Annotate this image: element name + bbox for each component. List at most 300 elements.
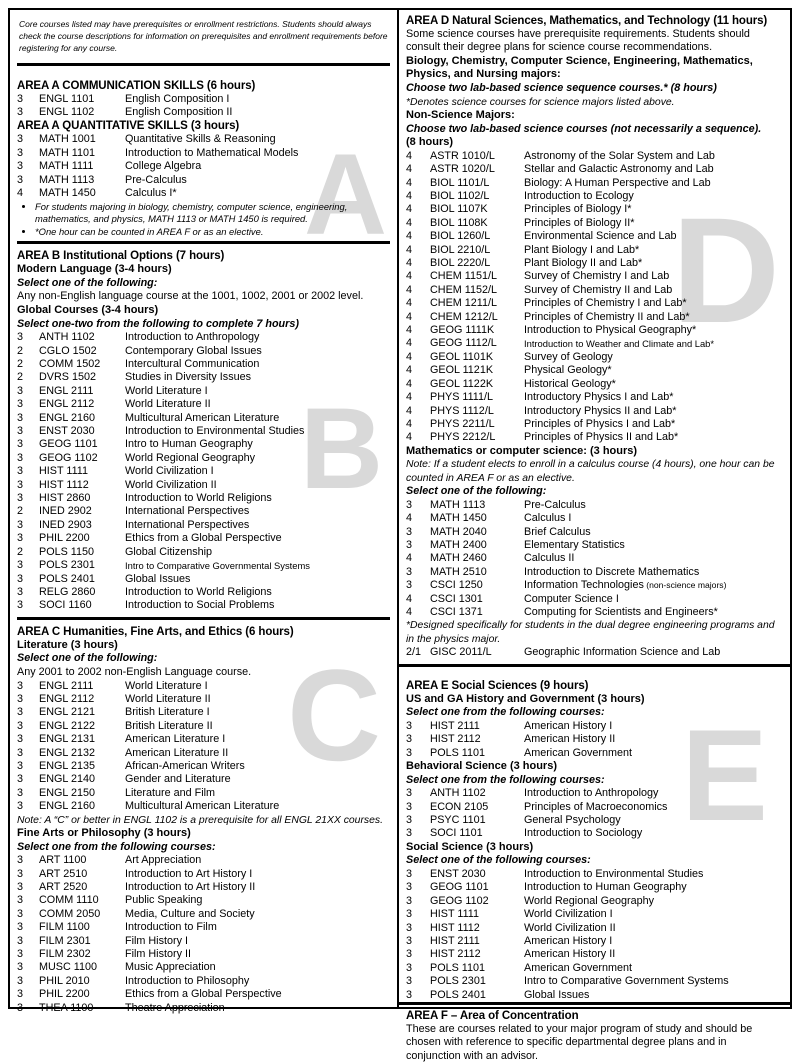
- course-code: HIST 2111: [430, 719, 480, 732]
- course-row: [406, 975, 783, 988]
- course-code: POLS 1101: [430, 746, 486, 759]
- course-hours: 3: [17, 106, 24, 119]
- course-hours: 3: [17, 559, 24, 572]
- course-hours: 4: [406, 592, 413, 605]
- course-title: American History I: [524, 935, 613, 948]
- course-row: [406, 203, 783, 216]
- course-title: British Literature II: [125, 719, 213, 732]
- intro-note: Core courses listed may have prerequisites or enrollment restrictions. Students should always check the course descriptions for information on prerequisites and enrollment requirements before registering for any course.: [19, 19, 388, 54]
- area-e-usga-course-list: [406, 720, 783, 760]
- course-title: World Literature II: [125, 692, 211, 705]
- area-d-intro: Some science courses have prerequisite requirements. Students should consult their degree plans for science course recommendations.: [406, 28, 750, 54]
- course-title: Art Appreciation: [125, 854, 202, 867]
- course-title: Introduction to Art History II: [125, 880, 256, 893]
- course-row: [406, 552, 783, 565]
- course-row: [17, 398, 390, 411]
- course-row: [406, 499, 783, 512]
- course-hours: 3: [17, 934, 24, 947]
- divider-rule-1: [17, 63, 390, 66]
- course-code: ENGL 2122: [39, 719, 96, 732]
- course-row: [406, 593, 783, 606]
- course-hours: 4: [406, 350, 413, 363]
- course-title: Global Citizenship: [125, 545, 213, 558]
- course-title: Introduction to Ecology: [524, 190, 634, 202]
- area-a-bullet: • For students majoring in biology, chemistry, computer science, engineering, mathematics, and physics, MATH 1113 or MATH 1450 is required.: [35, 201, 390, 224]
- course-title-suffix: (non-science majors): [643, 580, 727, 591]
- course-hours: 3: [17, 451, 24, 464]
- course-row: [17, 532, 390, 545]
- section-area-a: [17, 79, 390, 238]
- area-b-heading: AREA B Institutional Options (7 hours): [17, 250, 225, 263]
- course-row: [17, 452, 390, 465]
- course-code: BIOL 1102/L: [430, 190, 490, 202]
- course-code: GEOL 1101K: [430, 350, 494, 363]
- course-hours: 3: [406, 921, 413, 934]
- course-code: PHYS 2211/L: [430, 417, 495, 430]
- course-code: MATH 1101: [39, 146, 96, 159]
- course-code: ASTR 1010/L: [430, 149, 495, 162]
- course-hours: 3: [17, 988, 24, 1001]
- course-row: [406, 962, 783, 975]
- course-row: [406, 881, 783, 894]
- course-code: ENGL 2150: [39, 786, 96, 799]
- course-hours: 3: [406, 975, 413, 988]
- course-row: [406, 895, 783, 908]
- course-hours: 3: [406, 961, 413, 974]
- course-code: GEOL 1121K: [430, 364, 494, 377]
- course-row: [17, 345, 390, 358]
- course-title: Survey of Chemistry II and Lab: [524, 283, 673, 296]
- course-hours: 3: [406, 881, 413, 894]
- course-hours: 3: [17, 907, 24, 920]
- area-d-science-majors-heading: Biology, Chemistry, Computer Science, Engineering, Mathematics, Physics, and Nursing majors:: [406, 54, 753, 81]
- course-row: [406, 512, 783, 525]
- course-row: [17, 133, 390, 146]
- course-hours: 3: [17, 411, 24, 424]
- course-title: Survey of Geology: [524, 350, 613, 363]
- course-hours: 3: [17, 398, 24, 411]
- course-row: [17, 921, 390, 934]
- course-hours: 4: [17, 187, 24, 200]
- course-hours: 4: [406, 512, 413, 525]
- course-hours: 3: [17, 692, 24, 705]
- course-hours: 3: [17, 384, 24, 397]
- course-hours: 3: [17, 880, 24, 893]
- course-row-gisc: [406, 646, 783, 659]
- course-code: MATH 2460: [430, 552, 487, 565]
- course-hours: 3: [17, 894, 24, 907]
- course-row: [17, 425, 390, 438]
- course-title: Film History II: [125, 948, 191, 961]
- course-code: CHEM 1151/L: [430, 270, 498, 283]
- course-hours: 3: [17, 331, 24, 344]
- course-code: POLS 1150: [39, 545, 95, 558]
- area-a-quant-course-list: [17, 133, 390, 200]
- course-hours: 3: [17, 173, 24, 186]
- area-a-comm-course-list: [17, 93, 390, 120]
- area-e-usga-heading: US and GA History and Government (3 hours): [406, 692, 645, 705]
- course-code: ENGL 2111: [39, 384, 94, 397]
- watermark-letter-c: C: [287, 642, 381, 788]
- course-code: GISC 2011/L: [430, 646, 492, 659]
- course-row: [17, 465, 390, 478]
- course-row: [406, 270, 783, 283]
- course-code: GEOG 1101: [430, 881, 489, 894]
- course-title: General Psychology: [524, 814, 621, 826]
- course-code: HIST 1112: [39, 478, 89, 491]
- course-row: [406, 284, 783, 297]
- course-hours: 4: [406, 605, 413, 618]
- course-row: [17, 93, 390, 106]
- course-code: RELG 2860: [39, 585, 96, 598]
- course-row: [406, 150, 783, 163]
- course-hours: 3: [17, 746, 24, 759]
- course-hours: 3: [406, 827, 413, 840]
- course-row: [17, 948, 390, 961]
- course-title: Introduction to Anthropology: [125, 331, 260, 344]
- course-title: Plant Biology I and Lab*: [524, 243, 640, 256]
- course-title: Biology: A Human Perspective and Lab: [524, 176, 711, 189]
- course-title: Introduction to Film: [125, 921, 217, 934]
- course-title: Contemporary Global Issues: [125, 344, 262, 357]
- course-row: [406, 378, 783, 391]
- course-code: PHYS 1112/L: [430, 404, 494, 417]
- course-title: Introduction to World Religions: [125, 585, 272, 598]
- course-hours: 3: [17, 706, 24, 719]
- course-code: HIST 2112: [430, 948, 481, 961]
- course-hours: 3: [406, 908, 413, 921]
- course-code: SOCI 1160: [39, 599, 92, 612]
- divider-rule-3: [17, 617, 390, 620]
- section-area-b: [17, 249, 390, 613]
- course-title: Principles of Macroeconomics: [524, 800, 668, 813]
- section-area-d: [399, 10, 790, 667]
- course-title: Introduction to Anthropology: [524, 787, 659, 800]
- course-title: British Literature I: [125, 706, 210, 719]
- course-title: Introduction to Discrete Mathematics: [524, 565, 700, 578]
- course-row: [17, 894, 390, 907]
- course-row: [406, 163, 783, 176]
- course-row: [17, 412, 390, 425]
- course-hours: 3: [406, 538, 413, 551]
- course-title: Introduction to Environmental Studies: [524, 868, 704, 880]
- area-e-heading: AREA E Social Sciences (9 hours): [406, 679, 589, 692]
- course-row: [406, 526, 783, 539]
- course-row: [17, 1002, 390, 1015]
- course-code: PHIL 2010: [39, 974, 90, 987]
- course-title: Introduction to Mathematical Models: [125, 146, 299, 159]
- course-row: [17, 385, 390, 398]
- course-hours: 3: [406, 525, 413, 538]
- course-code: THEA 1100: [39, 1001, 94, 1014]
- course-code: MATH 2040: [430, 525, 487, 538]
- course-hours: 3: [17, 733, 24, 746]
- course-code: MATH 1450: [430, 512, 487, 525]
- course-hours: 4: [406, 404, 413, 417]
- course-row: [17, 773, 390, 786]
- course-code: ENGL 2112: [39, 398, 95, 411]
- right-column: [399, 10, 790, 1062]
- course-title: Introduction to Human Geography: [524, 881, 687, 894]
- area-f-heading: AREA F – Area of Concentration: [406, 1010, 579, 1023]
- course-row: [406, 297, 783, 310]
- course-code: COMM 1110: [39, 894, 99, 907]
- watermark-letter-e: E: [681, 702, 768, 848]
- course-row: [406, 217, 783, 230]
- course-code: POLS 2401: [430, 988, 486, 1001]
- course-hours: 4: [406, 377, 413, 390]
- course-code: GEOG 1112/L: [430, 337, 497, 350]
- course-hours: 3: [17, 599, 24, 612]
- course-row: [406, 989, 783, 1002]
- course-row: [406, 801, 783, 814]
- course-hours: 2: [17, 505, 24, 518]
- course-code: CHEM 1152/L: [430, 283, 498, 296]
- course-title: Calculus I: [524, 512, 572, 525]
- course-row: [17, 106, 390, 119]
- course-code: GEOG 1102: [430, 894, 489, 907]
- course-title: African-American Writers: [125, 759, 245, 772]
- course-title: Public Speaking: [125, 894, 203, 907]
- course-code: ENGL 1102: [39, 106, 95, 119]
- course-hours: 4: [406, 391, 413, 404]
- course-row: [406, 922, 783, 935]
- course-code: PSYC 1101: [430, 814, 486, 826]
- area-e-behavioral-course-list: [406, 787, 783, 841]
- course-title: Intercultural Communication: [125, 358, 260, 371]
- course-hours: 3: [406, 948, 413, 961]
- course-hours: 3: [17, 679, 24, 692]
- course-row: [17, 371, 390, 384]
- course-row: [406, 244, 783, 257]
- course-row: [406, 814, 783, 827]
- course-title: International Perspectives: [125, 518, 250, 531]
- course-title: Physical Geology*: [524, 364, 612, 377]
- course-row: [17, 787, 390, 800]
- course-title: Ethics from a Global Perspective: [125, 532, 282, 545]
- course-row: [406, 431, 783, 444]
- course-row: [17, 147, 390, 160]
- course-hours: 3: [406, 894, 413, 907]
- course-hours: 3: [17, 146, 24, 159]
- course-code: GEOG 1102: [39, 451, 98, 464]
- course-row: [17, 881, 390, 894]
- course-code: MATH 1001: [39, 133, 96, 146]
- course-hours: 3: [406, 565, 413, 578]
- course-title: Plant Biology II and Lab*: [524, 257, 643, 270]
- course-hours: 3: [406, 733, 413, 746]
- course-title: American Literature I: [125, 733, 226, 746]
- course-title: Historical Geology*: [524, 377, 616, 390]
- area-a-comm-heading: AREA A COMMUNICATION SKILLS (6 hours): [17, 79, 256, 92]
- watermark-letter-d: D: [671, 186, 780, 354]
- course-row: [17, 187, 390, 200]
- course-row: [406, 337, 783, 350]
- course-row: [17, 935, 390, 948]
- area-b-global-heading: Global Courses (3-4 hours): [17, 304, 159, 317]
- area-a-bullet: • *One hour can be counted in AREA F or as an elective.: [35, 226, 390, 238]
- course-hours: 4: [406, 230, 413, 243]
- course-title: Brief Calculus: [524, 525, 591, 538]
- course-title: Survey of Chemistry I and Lab: [524, 270, 670, 283]
- course-row: [17, 961, 390, 974]
- course-hours: 3: [17, 786, 24, 799]
- course-hours: 4: [406, 163, 413, 176]
- course-row: [17, 160, 390, 173]
- course-title: Global Issues: [524, 988, 590, 1001]
- course-row: [17, 492, 390, 505]
- course-code: ART 2510: [39, 867, 88, 880]
- course-code: INED 2903: [39, 518, 92, 531]
- course-row: [406, 908, 783, 921]
- area-c-literature-select: Select one of the following:: [17, 652, 158, 665]
- course-code: ENST 2030: [430, 868, 486, 880]
- course-code: BIOL 1101/L: [430, 176, 490, 189]
- course-title: Computing for Scientists and Engineers*: [524, 605, 718, 618]
- course-code: GEOL 1122K: [430, 377, 494, 390]
- course-row: [17, 599, 390, 612]
- course-row: [17, 988, 390, 1001]
- course-hours: 4: [406, 203, 413, 216]
- area-e-social-select: Select one of the following courses:: [406, 854, 591, 867]
- section-area-e: [399, 667, 790, 1005]
- course-hours: 3: [406, 814, 413, 826]
- course-hours: 3: [17, 974, 24, 987]
- course-row: [17, 868, 390, 881]
- course-hours: 4: [406, 190, 413, 202]
- course-code: PHYS 2212/L: [430, 431, 496, 444]
- course-hours: 3: [17, 532, 24, 545]
- course-hours: 4: [406, 324, 413, 337]
- area-c-fine-arts-select: Select one from the following courses:: [17, 840, 216, 853]
- watermark-letter-b: B: [299, 385, 383, 513]
- course-title: Intro to Comparative Government Systems: [524, 975, 729, 988]
- course-code: POLS 2301: [39, 559, 95, 572]
- course-hours: 3: [17, 518, 24, 531]
- area-d-non-science-hours: (8 hours): [406, 136, 454, 149]
- course-hours: 3: [17, 585, 24, 598]
- course-title: Gender and Literature: [125, 773, 231, 786]
- course-hours: 3: [17, 478, 24, 491]
- course-title: Principles of Biology II*: [524, 216, 635, 229]
- course-hours: 4: [406, 364, 413, 377]
- course-code: HIST 1112: [430, 921, 480, 934]
- area-e-behavioral-heading: Behavioral Science (3 hours): [406, 760, 557, 772]
- course-hours: 3: [406, 988, 413, 1001]
- course-code: HIST 1111: [39, 465, 89, 478]
- course-title: Theatre Appreciation: [125, 1001, 225, 1014]
- course-code: ENGL 2135: [39, 759, 96, 772]
- course-title: Elementary Statistics: [524, 538, 625, 551]
- course-hours: 3: [17, 759, 24, 772]
- course-hours: 3: [17, 773, 24, 786]
- area-b-modern-language-text: Any non-English language course at the 1001, 1002, 2001 or 2002 level.: [17, 290, 364, 303]
- course-hours: 3: [17, 465, 24, 478]
- course-code: BIOL 2220/L: [430, 257, 491, 270]
- course-title: Film History I: [125, 934, 188, 947]
- area-c-heading: AREA C Humanities, Fine Arts, and Ethics (6 hours): [17, 625, 294, 638]
- course-row: [17, 747, 390, 760]
- course-title: American Literature II: [125, 746, 229, 759]
- course-hours: 2: [17, 358, 24, 371]
- course-row: [406, 935, 783, 948]
- course-title: Pre-Calculus: [524, 498, 586, 511]
- course-title: World Civilization II: [125, 478, 217, 491]
- course-title: American Government: [524, 961, 633, 974]
- area-d-non-science-select: Choose two lab-based science courses (not necessarily a sequence).: [406, 122, 762, 135]
- course-hours: 3: [406, 935, 413, 948]
- course-code: FILM 2302: [39, 948, 91, 961]
- area-d-math-select: Select one of the following:: [406, 485, 547, 498]
- course-hours: 2: [17, 545, 24, 558]
- course-code: FILM 1100: [39, 921, 90, 934]
- course-row: [406, 606, 783, 619]
- course-title: World Civilization I: [125, 465, 214, 478]
- course-hours: 3: [406, 868, 413, 880]
- course-hours: 3: [17, 854, 24, 867]
- course-row: [406, 733, 783, 746]
- course-code: MATH 1450: [39, 187, 96, 200]
- course-code: PHYS 1111/L: [430, 391, 494, 404]
- area-c-fine-arts-heading: Fine Arts or Philosophy (3 hours): [17, 826, 191, 839]
- course-code: PHIL 2200: [39, 988, 90, 1001]
- course-row: [406, 177, 783, 190]
- course-row: [17, 760, 390, 773]
- course-code: ENGL 2131: [39, 733, 96, 746]
- course-title: Information Technologies (non-science majors): [524, 579, 727, 592]
- course-hours: 3: [17, 921, 24, 934]
- course-hours: 4: [406, 149, 413, 162]
- area-b-modern-language-heading: Modern Language (3-4 hours): [17, 263, 172, 276]
- course-code: CSCI 1371: [430, 605, 483, 618]
- course-row: [17, 720, 390, 733]
- area-c-literature-text: Any 2001 to 2002 non-English Language course.: [17, 665, 252, 678]
- course-code: CHEM 1211/L: [430, 297, 498, 310]
- course-title: Introduction to Sociology: [524, 827, 643, 840]
- course-hours: 4: [406, 216, 413, 229]
- course-title: American History II: [524, 948, 616, 961]
- course-code: CHEM 1212/L: [430, 310, 498, 323]
- course-title: Multicultural American Literature: [125, 411, 280, 424]
- course-row: [406, 230, 783, 243]
- course-title: Astronomy of the Solar System and Lab: [524, 149, 715, 162]
- course-row: [17, 358, 390, 371]
- course-code: GEOG 1101: [39, 438, 98, 451]
- course-title: Literature and Film: [125, 786, 216, 799]
- course-row: [406, 948, 783, 961]
- course-hours: 3: [406, 800, 413, 813]
- course-row: [17, 693, 390, 706]
- section-area-c: [17, 625, 390, 1015]
- course-title: English Composition I: [125, 92, 230, 105]
- course-row: [17, 331, 390, 344]
- course-hours: 3: [17, 719, 24, 732]
- course-code: DVRS 1502: [39, 371, 97, 384]
- course-row: [406, 418, 783, 431]
- section-area-f: [399, 1005, 790, 1063]
- course-code: HIST 2111: [430, 935, 480, 948]
- course-code: HIST 1111: [430, 908, 480, 921]
- course-title: Introduction to Art History I: [125, 867, 253, 880]
- course-code: ECON 2105: [430, 800, 489, 813]
- course-title: Ethics from a Global Perspective: [125, 988, 282, 1001]
- course-code: CSCI 1301: [430, 592, 483, 605]
- area-e-social-heading: Social Science (3 hours): [406, 840, 534, 853]
- course-title: Principles of Physics I and Lab*: [524, 417, 676, 430]
- two-column-layout: [8, 8, 792, 1062]
- course-hours: 3: [17, 160, 24, 173]
- course-row: [406, 787, 783, 800]
